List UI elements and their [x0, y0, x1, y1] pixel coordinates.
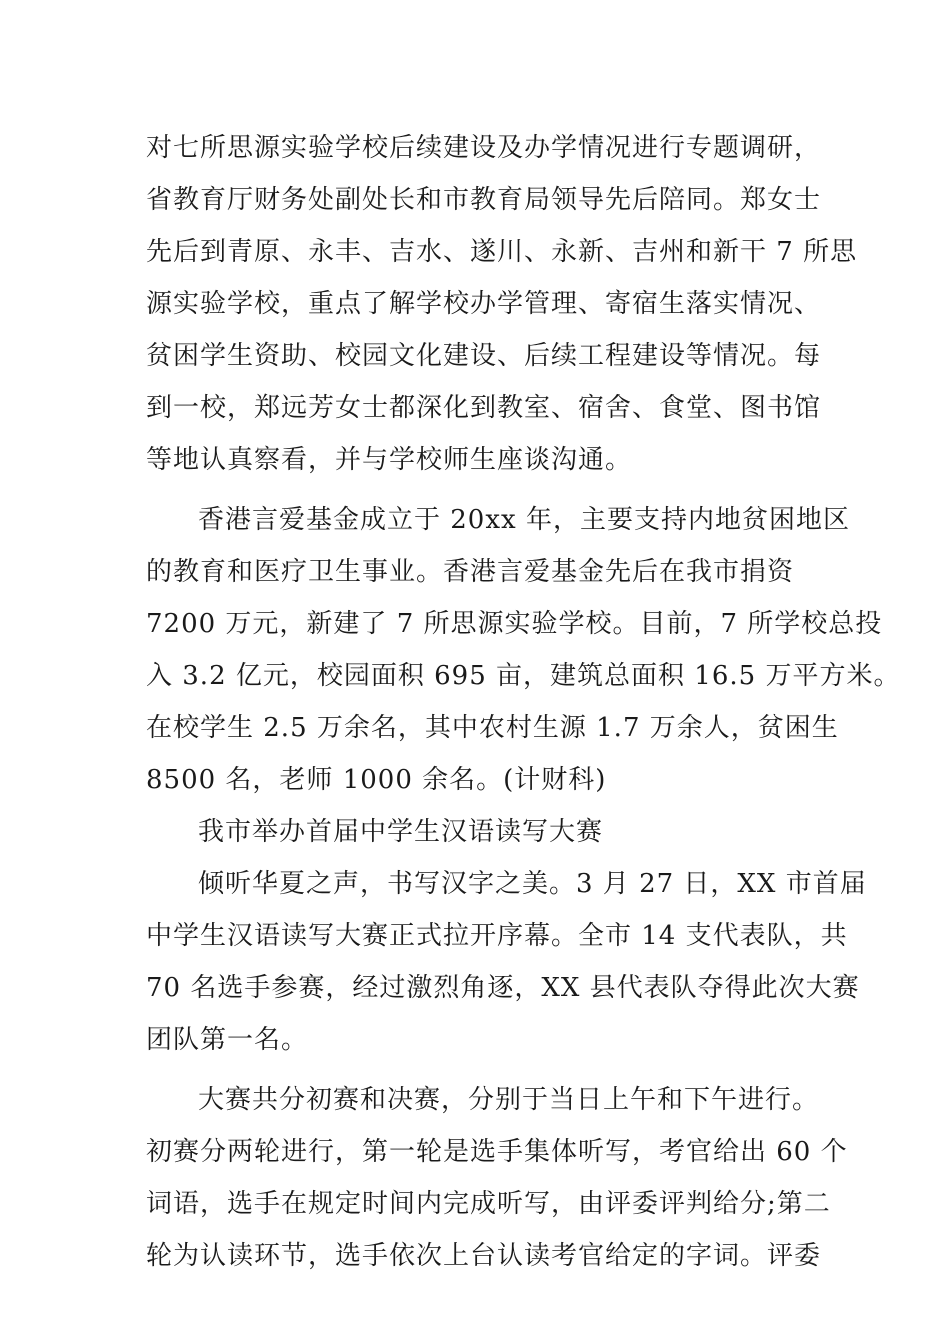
- paragraph-start: 大赛共分初赛和决赛，分别于当日上午和下午进行。: [198, 1085, 820, 1115]
- text-line: 词语，选手在规定时间内完成听写，由评委评判给分;第二: [146, 1189, 831, 1219]
- paragraph-start: 倾听华夏之声，书写汉字之美。3 月 27 日，XX 市首届: [198, 869, 867, 899]
- text-line: 在校学生 2.5 万余名，其中农村生源 1.7 万余人，贫困生: [146, 713, 839, 743]
- section-heading: 我市举办首届中学生汉语读写大赛: [198, 817, 604, 847]
- text-line: 对七所思源实验学校后续建设及办学情况进行专题调研，: [146, 133, 822, 163]
- text-line: 等地认真察看，并与学校师生座谈沟通。: [146, 445, 633, 475]
- text-line: 7200 万元，新建了 7 所思源实验学校。目前，7 所学校总投: [146, 609, 883, 639]
- text-line: 源实验学校，重点了解学校办学管理、寄宿生落实情况、: [146, 289, 822, 319]
- text-line: 贫困学生资助、校园文化建设、后续工程建设等情况。每: [146, 341, 822, 371]
- text-line: 70 名选手参赛，经过激烈角逐，XX 县代表队夺得此次大赛: [146, 973, 860, 1003]
- text-line: 到一校，郑远芳女士都深化到教室、宿舍、食堂、图书馆: [146, 393, 822, 423]
- text-line: 中学生汉语读写大赛正式拉开序幕。全市 14 支代表队，共: [146, 921, 848, 951]
- text-line: 初赛分两轮进行，第一轮是选手集体听写，考官给出 60 个: [146, 1137, 848, 1167]
- text-line: 的教育和医疗卫生事业。香港言爱基金先后在我市捐资: [146, 557, 795, 587]
- text-line: 轮为认读环节，选手依次上台认读考官给定的字词。评委: [146, 1241, 822, 1271]
- text-line: 入 3.2 亿元，校园面积 695 亩，建筑总面积 16.5 万平方米。: [146, 661, 901, 691]
- text-line: 8500 名，老师 1000 余名。(计财科): [146, 765, 607, 795]
- text-line: 先后到青原、永丰、吉水、遂川、永新、吉州和新干 7 所思: [146, 237, 858, 267]
- body-text: [146, 122, 901, 1282]
- text-line: 团队第一名。: [146, 1025, 309, 1055]
- text-line: 省教育厅财务处副处长和市教育局领导先后陪同。郑女士: [146, 185, 822, 215]
- paragraph-start: 香港言爱基金成立于 20xx 年，主要支持内地贫困地区: [198, 505, 850, 535]
